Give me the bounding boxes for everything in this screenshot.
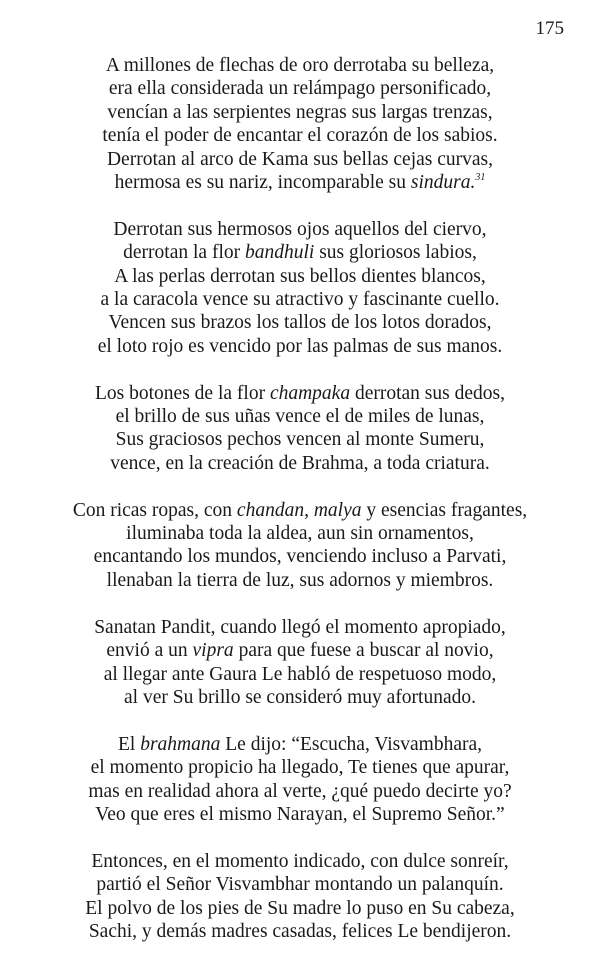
line-text: Le dijo: “Escucha, Visvambhara, (220, 733, 483, 755)
line-text: Derrotan al arco de Kama sus bellas cejas curvas, (106, 148, 494, 170)
verse-line (40, 335, 560, 358)
line-text: era ella considerada un relámpago personificado, (108, 78, 492, 100)
line-text: llenaban la tierra de luz, sus adornos y miembros. (106, 569, 494, 591)
line-text: derrotan sus dedos, (350, 382, 505, 404)
line-text: hermosa es su nariz, incomparable su (114, 172, 411, 194)
verse-line (40, 873, 560, 896)
line-text: sus gloriosos labios, (314, 242, 477, 264)
line-text: Veo que eres el mismo Narayan, el Supremo Señor.” (95, 803, 505, 825)
line-text: partió el Señor Visvambhar montando un palanquín. (96, 874, 504, 896)
line-text: el brillo de sus uñas vence el de miles de lunas, (115, 406, 485, 428)
verse-line (40, 218, 560, 241)
line-text: derrotan la flor (123, 242, 245, 264)
verse-line (40, 663, 560, 686)
verse-line (40, 54, 560, 77)
verse-line (40, 639, 560, 662)
italic-term: bandhuli (244, 242, 315, 264)
verse-line (40, 311, 560, 334)
line-text: Con ricas ropas, con (72, 499, 237, 521)
verse-line (40, 171, 560, 194)
verse-line (40, 920, 560, 943)
verse-line (40, 77, 560, 100)
verse-line (40, 686, 560, 709)
verse-line (40, 545, 560, 568)
italic-term: sindura. (410, 172, 476, 194)
line-text: a la caracola vence su atractivo y fascinante cuello. (100, 289, 500, 311)
verse-line (40, 124, 560, 147)
line-text: al llegar ante Gaura Le habló de respetuoso modo, (103, 663, 497, 685)
line-text: mas en realidad ahora al verte, ¿qué puedo decirte yo? (88, 780, 512, 802)
verse-line (40, 803, 560, 826)
verse-line (40, 780, 560, 803)
stanza (40, 616, 560, 710)
stanza (40, 218, 560, 358)
line-text: Entonces, en el momento indicado, con dulce sonreír, (91, 850, 509, 872)
line-text: y esencias fragantes, (361, 499, 528, 521)
line-text: al ver Su brillo se consideró muy afortunado. (124, 686, 476, 708)
verse-line (40, 756, 560, 779)
verse-line (40, 382, 560, 405)
stanza (40, 499, 560, 593)
verse-line (40, 265, 560, 288)
italic-term: brahmana (140, 733, 221, 755)
line-text: iluminaba toda la aldea, aun sin ornamentos, (126, 523, 474, 545)
line-text: envió a un (106, 640, 193, 662)
line-text: para que fuese a buscar al novio, (233, 640, 494, 662)
verse-line (40, 428, 560, 451)
verse-line (40, 569, 560, 592)
verse-line (40, 405, 560, 428)
verse-line (40, 148, 560, 171)
line-text: encantando los mundos, venciendo incluso a Parvati, (93, 546, 507, 568)
poem-body (40, 54, 560, 967)
italic-term: vipra (192, 640, 234, 662)
line-text: A millones de flechas de oro derrotaba su belleza, (105, 55, 495, 76)
line-text: vencían a las serpientes negras sus largas trenzas, (107, 101, 493, 123)
stanza (40, 382, 560, 476)
stanza (40, 850, 560, 944)
line-text: el loto rojo es vencido por las palmas de sus manos. (97, 335, 503, 357)
verse-line (40, 850, 560, 873)
line-text: El polvo de los pies de Su madre lo puso en Su cabeza, (85, 897, 515, 919)
stanza (40, 54, 560, 194)
italic-term: champaka (269, 382, 351, 404)
footnote-marker: 31 (475, 172, 486, 184)
italic-term: chandan, malya (236, 499, 362, 521)
verse-line (40, 616, 560, 639)
line-text: Sus graciosos pechos vencen al monte Sumeru, (115, 429, 485, 451)
verse-line (40, 733, 560, 756)
verse-line (40, 522, 560, 545)
verse-line (40, 499, 560, 522)
line-text: el momento propicio ha llegado, Te tienes que apurar, (90, 757, 510, 779)
verse-line (40, 241, 560, 264)
line-text: Sanatan Pandit, cuando llegó el momento apropiado, (94, 616, 506, 638)
line-text: Sachi, y demás madres casadas, felices Le bendijeron. (88, 920, 512, 942)
verse-line (40, 897, 560, 920)
verse-line (40, 452, 560, 475)
line-text: tenía el poder de encantar el corazón de los sabios. (102, 125, 498, 147)
line-text: Vencen sus brazos los tallos de los lotos dorados, (108, 312, 492, 334)
verse-line (40, 101, 560, 124)
page-number: 175 (535, 18, 564, 39)
line-text: Los botones de la flor (95, 382, 270, 404)
line-text: A las perlas derrotan sus bellos dientes blancos, (114, 265, 486, 287)
line-text: vence, en la creación de Brahma, a toda criatura. (110, 452, 490, 474)
stanza (40, 733, 560, 827)
line-text: El (117, 733, 141, 755)
verse-line (40, 288, 560, 311)
line-text: Derrotan sus hermosos ojos aquellos del ciervo, (113, 218, 487, 240)
